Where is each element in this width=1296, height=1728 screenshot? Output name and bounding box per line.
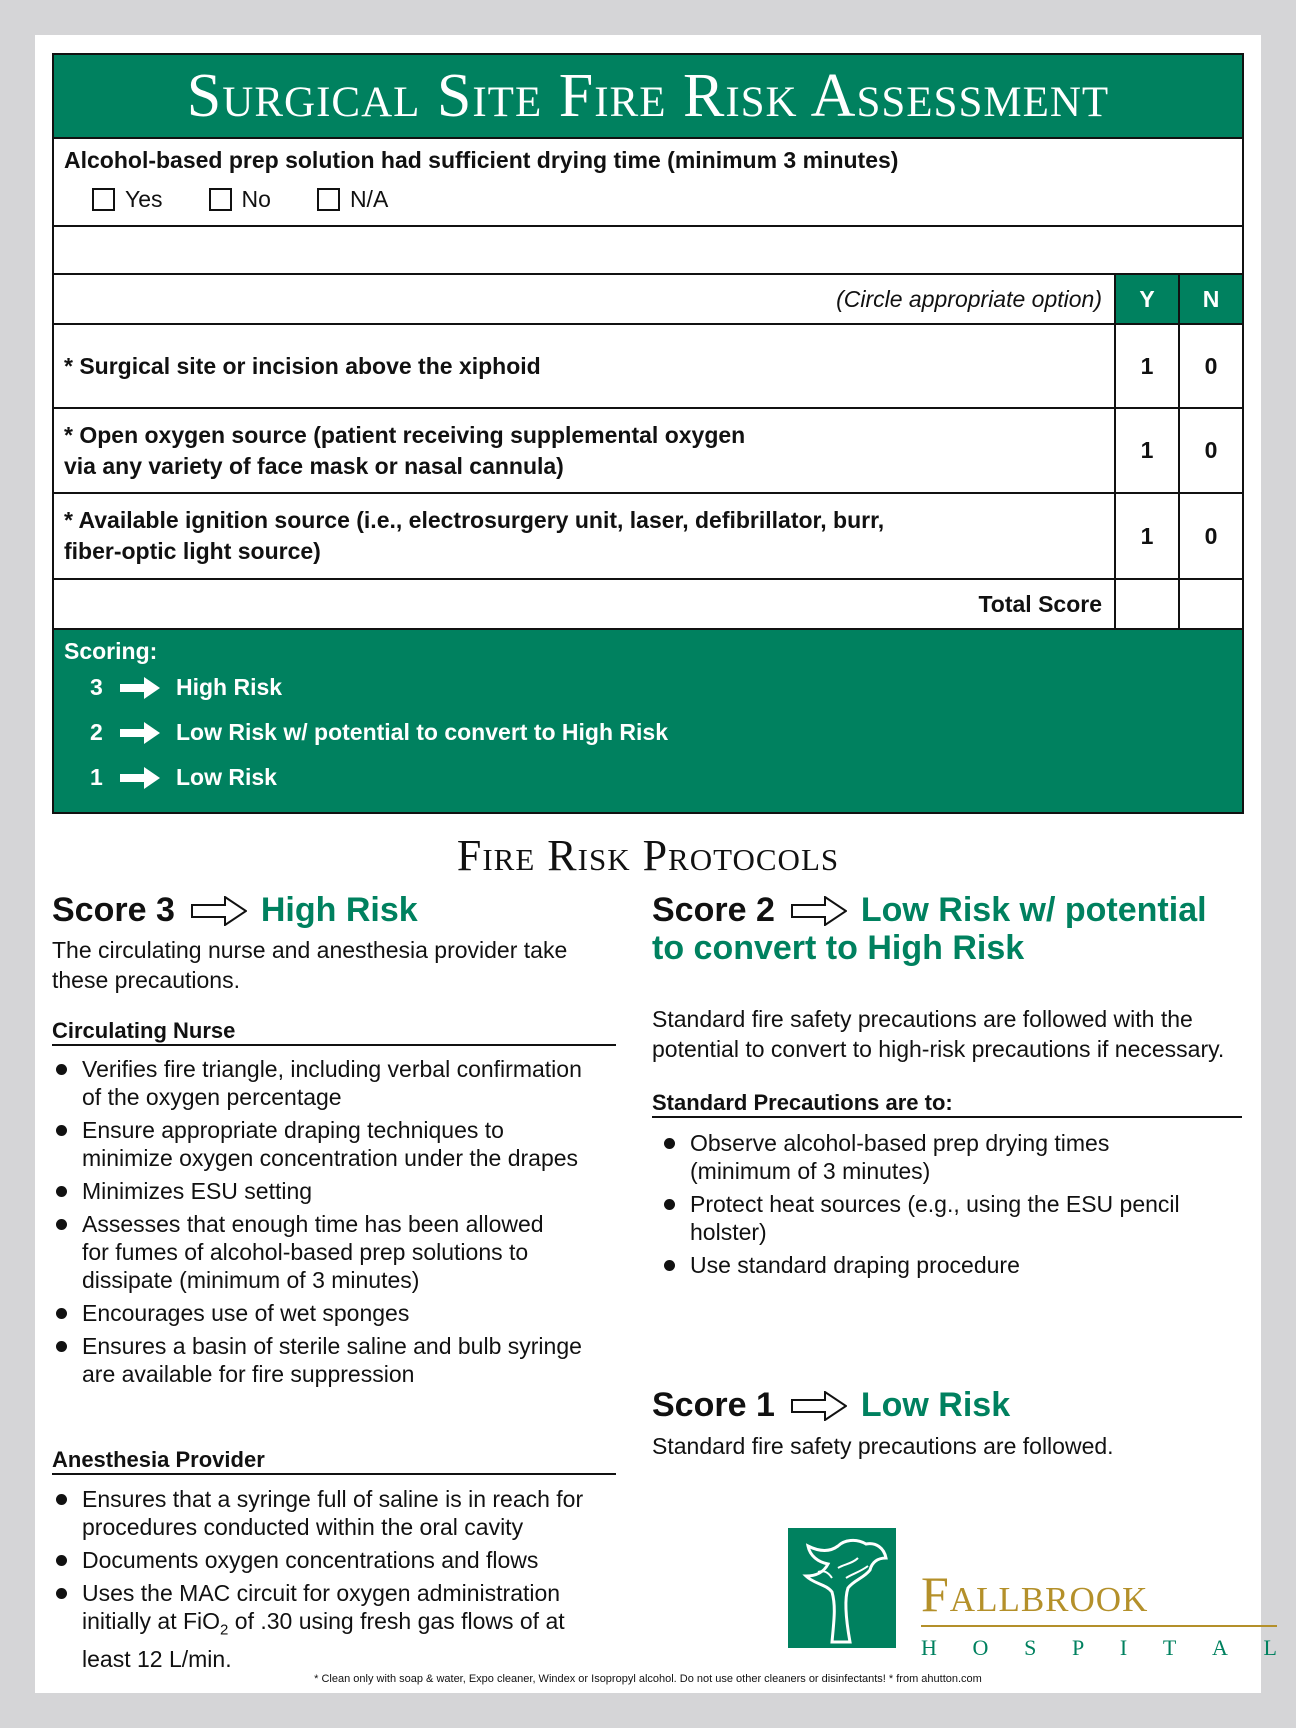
anesthesia-provider-list bbox=[52, 1485, 632, 1678]
checkbox-no[interactable] bbox=[209, 188, 232, 211]
score1-heading: Score 1 Low Risk bbox=[652, 1386, 1011, 1424]
scoring-level: 3 High Risk bbox=[90, 674, 283, 700]
option-yes[interactable]: Yes bbox=[92, 186, 163, 213]
total-n-cell[interactable] bbox=[1178, 580, 1242, 628]
option-no[interactable]: No bbox=[209, 186, 271, 213]
arrow-right-icon bbox=[120, 722, 160, 744]
list-item: Use standard draping procedure bbox=[660, 1251, 1250, 1279]
checkbox-na[interactable] bbox=[317, 188, 340, 211]
no-value[interactable]: 0 bbox=[1178, 494, 1242, 578]
risk-factor-label: * Available ignition source (i.e., electrosurgery unit, laser, defibrillator, burr, fiber-optic light source) bbox=[64, 507, 885, 564]
tree-logo-icon bbox=[788, 1528, 896, 1648]
scoring-level: 2 Low Risk w/ potential to convert to High Risk bbox=[90, 719, 668, 745]
risk-factor-label: * Open oxygen source (patient receiving supplemental oxygen via any variety of face mask or nasal cannula) bbox=[64, 421, 746, 479]
drying-question-row bbox=[54, 139, 1242, 227]
drying-options bbox=[92, 186, 388, 213]
checkbox-yes[interactable] bbox=[92, 188, 115, 211]
standard-precautions-heading: Standard Precautions are to: bbox=[652, 1090, 1242, 1118]
list-item: Ensures that a syringe full of saline is in reach for procedures conducted within the oral cavity bbox=[52, 1485, 632, 1541]
anesthesia-provider-heading: Anesthesia Provider bbox=[52, 1447, 616, 1475]
scoring-title: Scoring: bbox=[64, 638, 158, 664]
logo-divider bbox=[921, 1625, 1277, 1627]
arrow-right-outline-icon bbox=[791, 1391, 847, 1421]
no-value[interactable]: 0 bbox=[1178, 409, 1242, 492]
logo-subtitle: H O S P I T A L bbox=[921, 1635, 1277, 1660]
arrow-right-outline-icon bbox=[191, 896, 247, 926]
form-title: Surgical Site Fire Risk Assessment bbox=[54, 55, 1242, 139]
no-value[interactable]: 0 bbox=[1178, 325, 1242, 407]
score3-heading: Score 3 High Risk bbox=[52, 891, 418, 929]
yes-value[interactable]: 1 bbox=[1114, 494, 1178, 578]
col-y-header: Y bbox=[1114, 275, 1178, 323]
circulating-nurse-heading: Circulating Nurse bbox=[52, 1018, 616, 1046]
col-n-header: N bbox=[1178, 275, 1242, 323]
list-item: Minimizes ESU setting bbox=[52, 1177, 632, 1205]
table-row bbox=[54, 494, 1242, 580]
score2-description: Standard fire safety precautions are followed with the potential to convert to high-risk precautions if necessary. bbox=[652, 1006, 1225, 1062]
table-header bbox=[54, 275, 1242, 325]
risk-factor-label: * Surgical site or incision above the xiphoid bbox=[64, 352, 541, 379]
yes-value[interactable]: 1 bbox=[1114, 325, 1178, 407]
protocols-title: Fire Risk Protocols bbox=[456, 831, 840, 880]
arrow-right-icon bbox=[120, 767, 160, 789]
option-na[interactable]: N/A bbox=[317, 186, 388, 213]
circle-instruction: (Circle appropriate option) bbox=[836, 285, 1102, 312]
score1-description: Standard fire safety precautions are followed. bbox=[652, 1433, 1114, 1459]
footer-note: * Clean only with soap & water, Expo cleaner, Windex or Isopropyl alcohol. Do not use other cleaners or disinfectants! * from ahutton.com bbox=[314, 1673, 982, 1685]
total-y-cell[interactable] bbox=[1114, 580, 1178, 628]
list-item: Protect heat sources (e.g., using the ESU pencil holster) bbox=[660, 1190, 1250, 1246]
list-item: Ensures a basin of sterile saline and bulb syringe are available for fire suppression bbox=[52, 1332, 632, 1388]
arrow-right-icon bbox=[120, 677, 160, 699]
total-score-row bbox=[54, 580, 1242, 630]
arrow-right-outline-icon bbox=[791, 896, 847, 926]
list-item: Encourages use of wet sponges bbox=[52, 1299, 632, 1327]
yes-value[interactable]: 1 bbox=[1114, 409, 1178, 492]
circulating-nurse-list bbox=[52, 1055, 632, 1393]
total-score-label: Total Score bbox=[978, 590, 1102, 617]
list-item: Documents oxygen concentrations and flows bbox=[52, 1546, 632, 1574]
list-item: Uses the MAC circuit for oxygen administration initially at FiO$_2$ of .30 using fresh gas flows of at least 12 L/min. bbox=[52, 1579, 632, 1673]
list-item: Assesses that enough time has been allowed for fumes of alcohol-based prep solutions to dissipate (minimum of 3 minutes) bbox=[52, 1210, 632, 1294]
blank-row bbox=[54, 227, 1242, 275]
list-item: Ensure appropriate draping techniques to minimize oxygen concentration under the drapes bbox=[52, 1116, 632, 1172]
standard-precautions-list bbox=[660, 1129, 1250, 1284]
score3-description: The circulating nurse and anesthesia provider take these precautions. bbox=[52, 937, 568, 993]
scoring-panel bbox=[54, 630, 1242, 812]
logo-name: Fallbrook bbox=[921, 1566, 1149, 1622]
score2-heading: Score 2 Low Risk w/ potential bbox=[652, 891, 1207, 929]
assessment-form bbox=[52, 53, 1244, 814]
list-item: Observe alcohol-based prep drying times (minimum of 3 minutes) bbox=[660, 1129, 1250, 1185]
table-row bbox=[54, 325, 1242, 409]
sheet bbox=[35, 35, 1277, 1693]
scoring-level: 1 Low Risk bbox=[90, 764, 277, 790]
drying-question: Alcohol-based prep solution had sufficient drying time (minimum 3 minutes) bbox=[64, 147, 899, 173]
table-row bbox=[54, 409, 1242, 494]
score2-heading-line2: to convert to High Risk bbox=[652, 929, 1025, 967]
list-item: Verifies fire triangle, including verbal confirmation of the oxygen percentage bbox=[52, 1055, 632, 1111]
